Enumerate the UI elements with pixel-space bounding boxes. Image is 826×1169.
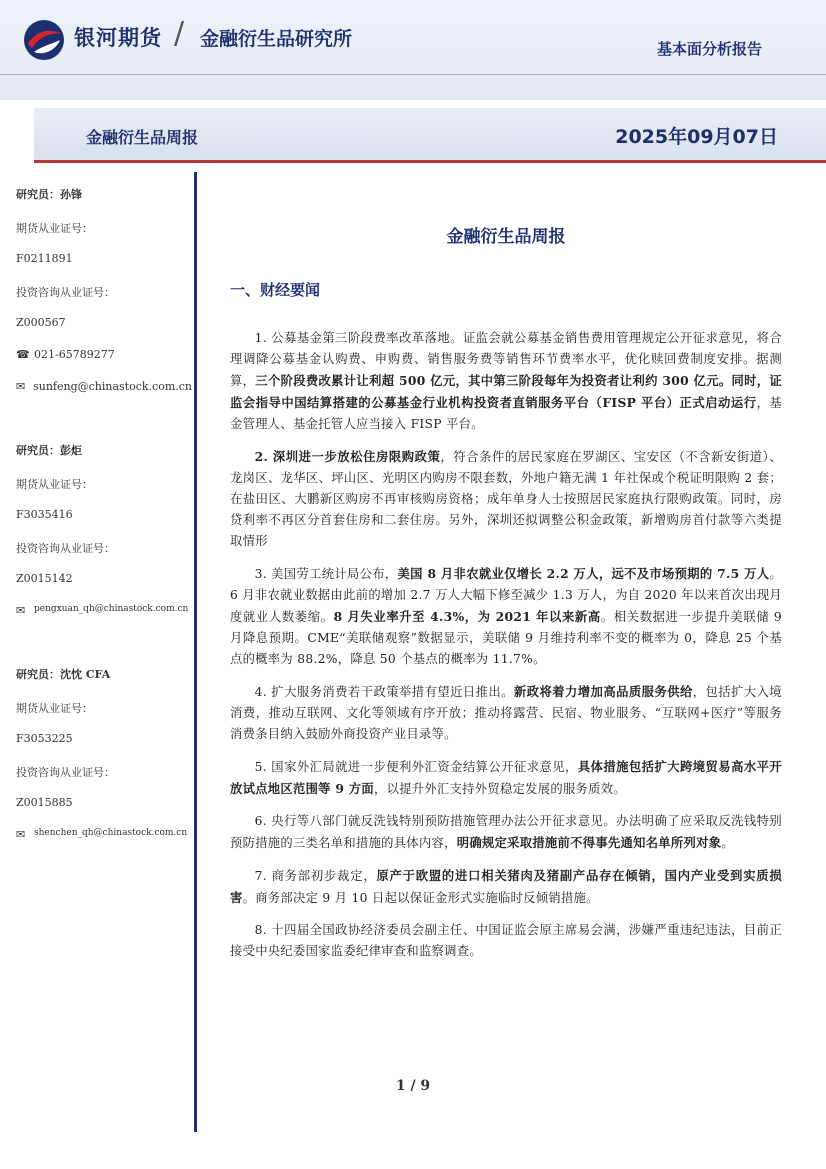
report-type: 基本面分析报告 xyxy=(656,40,762,58)
news-highlight: 新政将着力增加高品质服务供给 xyxy=(513,684,693,699)
news-text: 5. 国家外汇局就进一步便利外汇资金结算公开征求意见， xyxy=(254,760,578,774)
news-highlight: 2. 深圳进一步放松住房限购政策 xyxy=(254,449,441,464)
researcher-name: 研究员：孙锋 xyxy=(16,188,82,201)
consult-label: 投资咨询从业证号： xyxy=(16,766,115,779)
main-content xyxy=(230,222,782,973)
consult-label: 投资咨询从业证号： xyxy=(16,542,115,555)
sidebar-divider xyxy=(194,172,197,1132)
news-item xyxy=(230,681,782,745)
news-text: ，以提升外汇支持外贸稳定发展的服务质效。 xyxy=(374,782,626,796)
galaxy-logo-icon xyxy=(22,18,66,62)
email-row xyxy=(16,380,192,412)
news-highlight: 原产于欧盟的进口相关猪肉及猪副产品存在倾销，国内产业受到实质损害 xyxy=(230,868,782,905)
email-row xyxy=(16,604,192,636)
news-text: ，基金管理人、基金托管人应当接入 FISP 平台。 xyxy=(230,396,782,431)
consult-id: Z0015885 xyxy=(16,796,73,809)
researcher-card xyxy=(16,442,192,636)
header-band xyxy=(0,0,826,100)
email-address[interactable]: sunfeng@chinastock.com.cn xyxy=(33,380,192,393)
researcher-name: 研究员：沈忱 CFA xyxy=(16,668,111,681)
report-name: 金融衍生品周报 xyxy=(86,128,199,147)
phone-row xyxy=(16,348,192,380)
institute-name: 金融衍生品研究所 xyxy=(200,28,353,50)
news-text: ，包括扩大入境消费，推动互联网、文化等领域有序开放；推动将露营、民宿、物业服务、“互联网+医疗”等服务消费条目纳入鼓励外商投资产业目录等。 xyxy=(230,685,782,741)
researcher-name: 研究员：彭炬 xyxy=(16,444,82,457)
brand-name: 银河期货 xyxy=(74,26,162,50)
news-item xyxy=(230,811,782,854)
futures-label: 期货从业证号： xyxy=(16,222,93,235)
futures-id: F3035416 xyxy=(16,508,73,521)
news-text: 3. 美国劳工统计局公布， xyxy=(254,567,398,581)
researcher-card xyxy=(16,186,192,412)
document-title: 金融衍生品周报 xyxy=(446,227,566,247)
email-icon: ✉ xyxy=(16,828,26,841)
futures-label: 期货从业证号： xyxy=(16,478,93,491)
email-row xyxy=(16,828,192,860)
page-number: 1 / 9 xyxy=(395,1078,431,1094)
futures-id: F3053225 xyxy=(16,732,73,745)
email-address[interactable]: shenchen_qh@chinastock.com.cn xyxy=(34,828,188,838)
news-text: ，符合条件的居民家庭在罗湖区、宝安区（不含新安街道）、龙岗区、龙华区、坪山区、光明区内购房不限套数，外地户籍无满 1 年社保或个税证明限购 2 套；在盐田区、大鹏新区购房不再审核购房资格；成年单身人士按照居民家庭执行限购政策。同时，房贷利率不再区分首套住房和二套住房。另外，深圳还拟调整公积金政策，新增购房首付款等六类提取情形 xyxy=(230,450,782,548)
news-text: 8. 十四届全国政协经济委员会副主任、中国证监会原主席易会满，涉嫌严重违纪违法，目前正接受中央纪委国家监委纪律审查和监察调查。 xyxy=(230,923,782,958)
news-highlight: 明确规定采取措施前不得事先通知名单所列对象 xyxy=(456,835,722,850)
researcher-card xyxy=(16,666,192,860)
futures-id: F0211891 xyxy=(16,252,73,265)
consult-id: Z000567 xyxy=(16,316,66,329)
phone-icon: ☎ xyxy=(16,348,30,361)
report-date: 2025年09月07日 xyxy=(615,126,778,148)
news-text: 。商务部决定 9 月 10 日起以保证金形式实施临时反倾销措施。 xyxy=(242,891,599,905)
news-text: 4. 扩大服务消费若干政策举措有望近日推出。 xyxy=(254,685,514,699)
header-divider xyxy=(0,74,826,75)
brand-separator: / xyxy=(174,16,185,51)
news-text: 。6 月非农就业数据由此前的增加 2.7 万人大幅下修至减少 1.3 万人，为自 2020 年以来首次出现月度就业人数萎缩。 xyxy=(230,567,782,624)
news-item xyxy=(230,920,782,962)
futures-label: 期货从业证号： xyxy=(16,702,93,715)
news-text: 7. 商务部初步裁定， xyxy=(254,869,377,883)
news-text: 。 xyxy=(721,836,734,850)
news-highlight: 美国 8 月非农就业仅增长 2.2 万人，远不及市场预期的 7.5 万人 xyxy=(397,566,770,581)
consult-label: 投资咨询从业证号： xyxy=(16,286,115,299)
news-text: 6. 央行等八部门就反洗钱特别预防措施管理办法公开征求意见。办法明确了应采取反洗钱特别预防措施的三类名单和措施的具体内容， xyxy=(230,814,782,850)
email-icon: ✉ xyxy=(16,380,26,393)
section-title: 一、财经要闻 xyxy=(230,281,321,299)
news-item xyxy=(230,865,782,909)
news-highlight: 8 月失业率升至 4.3%，为 2021 年以来新高 xyxy=(333,609,601,624)
email-icon: ✉ xyxy=(16,604,26,617)
email-address[interactable]: pengxuan_qh@chinastock.com.cn xyxy=(34,604,189,614)
news-item xyxy=(230,756,782,800)
news-item xyxy=(230,446,782,552)
phone-number: 021-65789277 xyxy=(34,348,115,361)
news-highlight: 具体措施包括扩大跨境贸易高水平开放试点地区范围等 9 方面 xyxy=(230,759,782,796)
news-highlight: 三个阶段费改累计让利超 500 亿元，其中第三阶段每年为投资者让利约 300 亿元。同时，证监会指导中国结算搭建的公募基金行业机构投资者直销服务平台（FISP 平台）正式启动运行 xyxy=(230,373,783,410)
news-text: 1. 公募基金第三阶段费率改革落地。证监会就公募基金销售费用管理规定公开征求意见，将合理调降公募基金认购费、申购费、销售服务费等销售环节费率水平，优化赎回费制度安排。据测算， xyxy=(230,331,782,388)
news-item xyxy=(230,563,782,670)
news-text: 。相关数据进一步提升美联储 9 月降息预期。CME“美联储观察”数据显示，美联储 9 月维持利率不变的概率为 0，降息 25 个基点的概率为 88.2%，降息 50 个基点的概率为 11.7%。 xyxy=(230,610,782,666)
consult-id: Z0015142 xyxy=(16,572,73,585)
news-list xyxy=(230,328,782,962)
report-title-bar xyxy=(34,108,826,163)
researcher-sidebar xyxy=(16,186,192,890)
news-item xyxy=(230,328,782,435)
